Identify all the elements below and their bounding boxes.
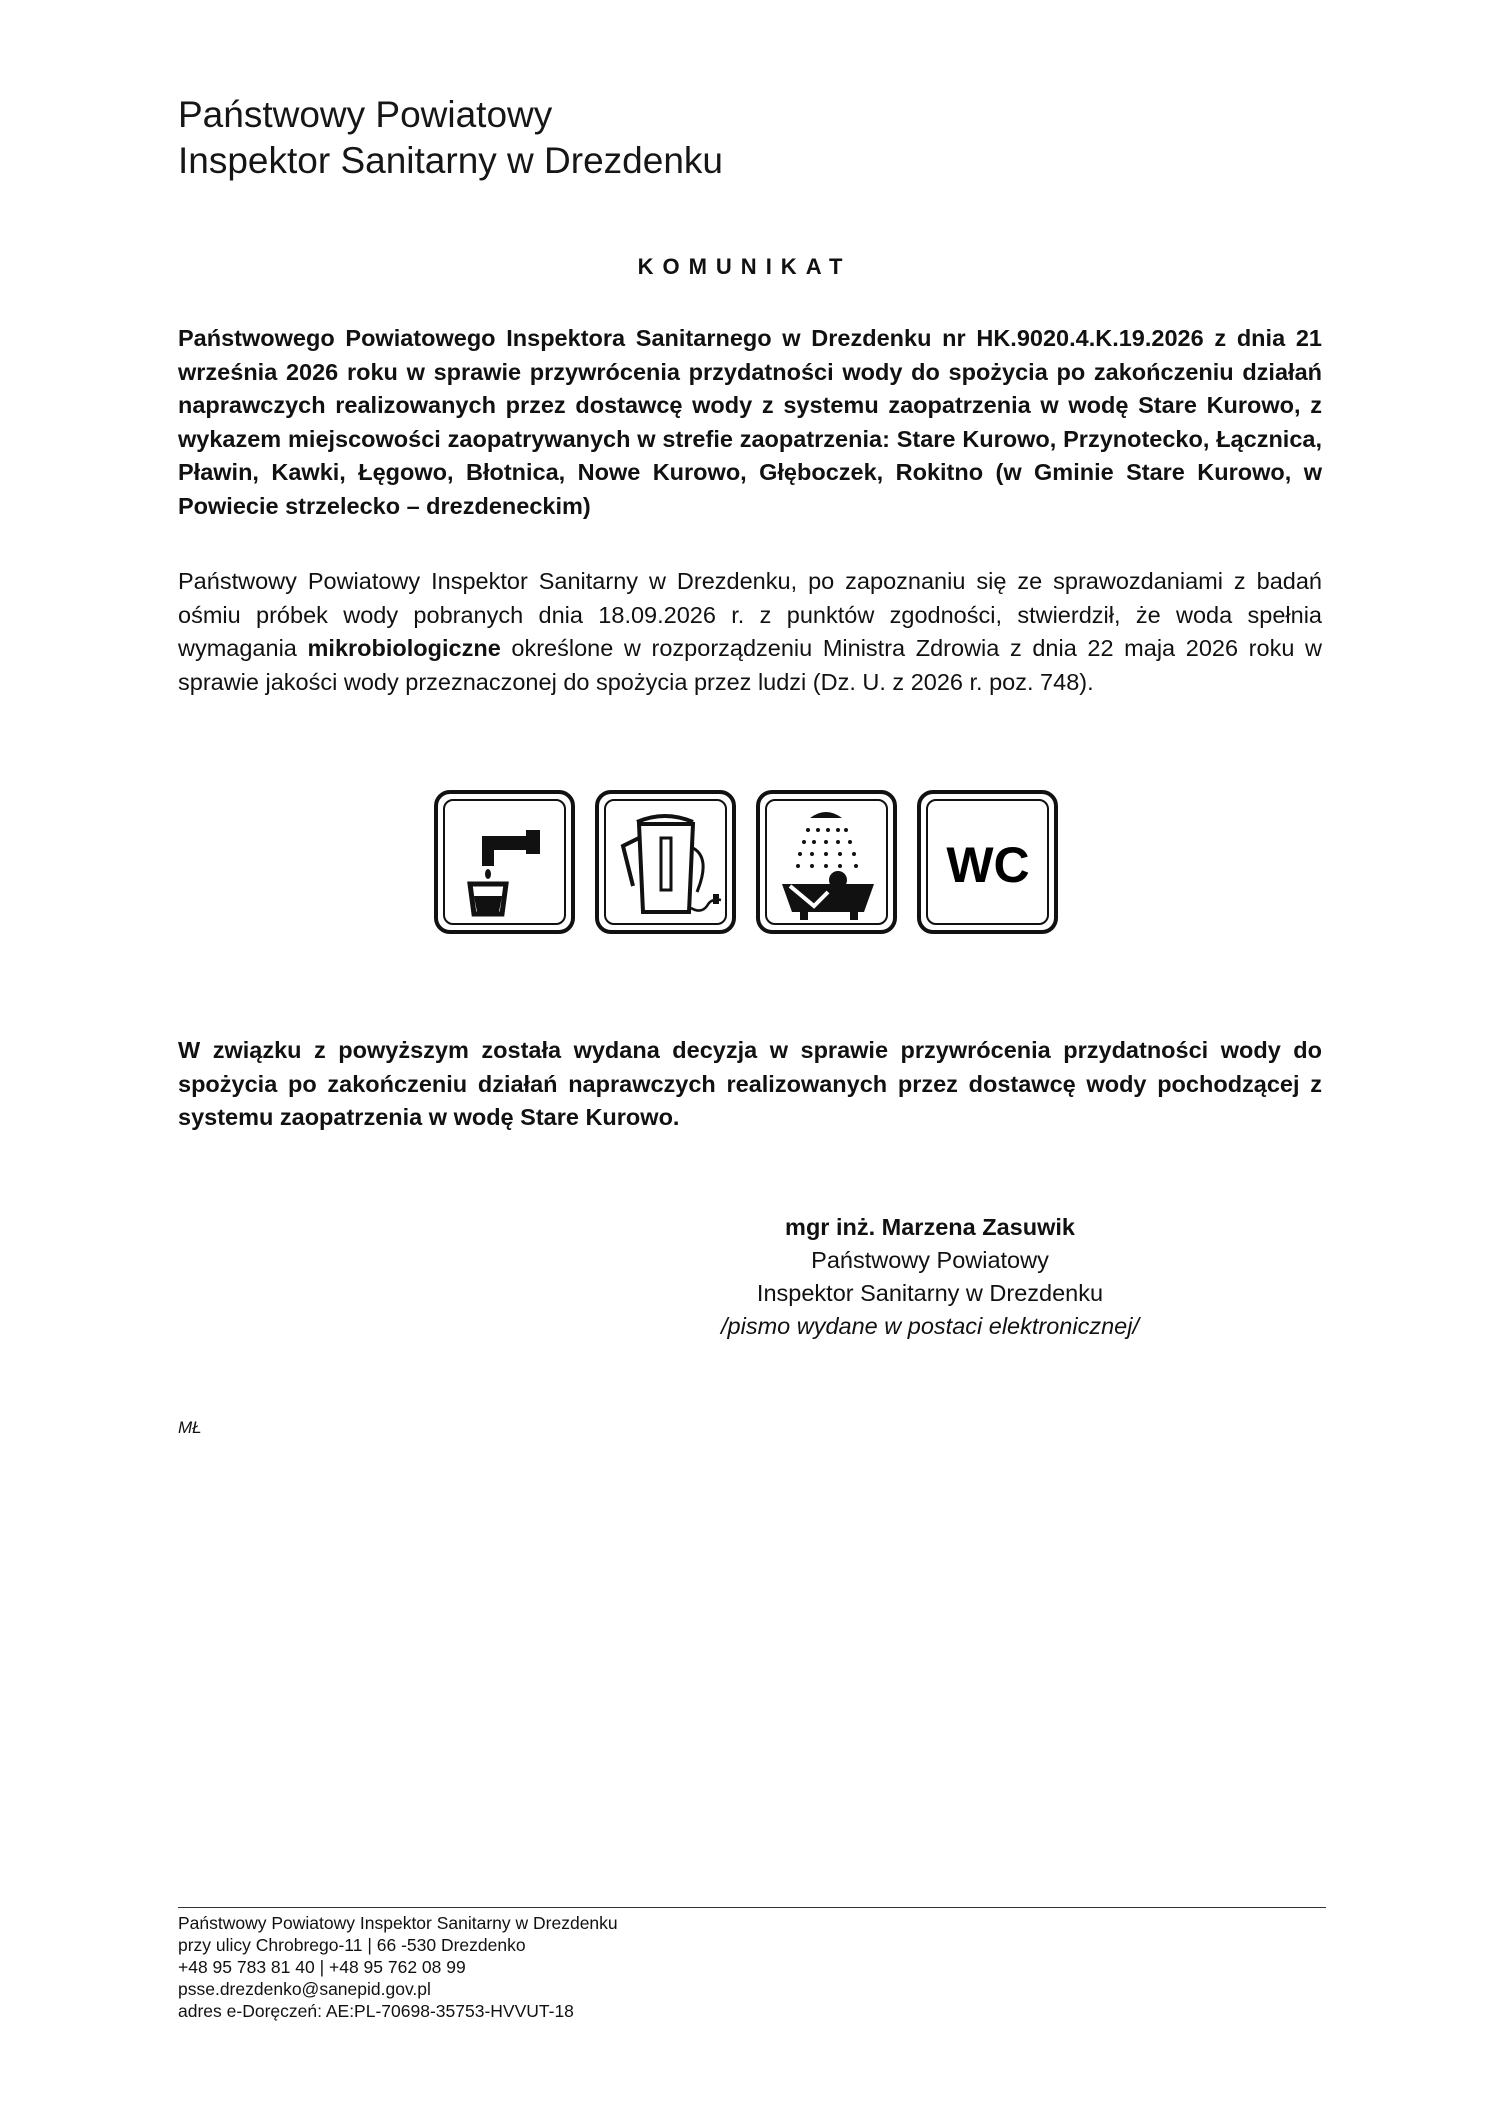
wc-label: WC <box>946 837 1030 893</box>
author-initials: MŁ <box>178 1418 202 1437</box>
footer-phones: +48 95 783 81 40 | +48 95 762 08 99 <box>178 1957 466 1977</box>
kettle-icon <box>597 792 734 932</box>
wc-icon <box>919 792 1056 932</box>
body-text-part-2: określone w rozporządzeniu Ministra Zdrowia z dnia 22 maja 2026 roku w sprawie jakości wody przeznaczonej do spożycia przez ludzi (Dz. U. z 2026 r. poz. 748). <box>178 635 1322 695</box>
issuer-line-2: Inspektor Sanitarny w Drezdenku <box>178 140 723 181</box>
document-title: KOMUNIKAT <box>637 254 852 279</box>
body-text-part-1: Państwowy Powiatowy Inspektor Sanitarny w Drezdenku, po zapoznaniu się ze sprawozdaniami z badań ośmiu próbek wody pobranych dnia 18.09.2026 r. z punktów zgodności, stwierdził, że woda spełnia wymagania <box>178 568 1322 661</box>
footer-edelivery: adres e-Doręczeń: AE:PL-70698-35753-HVVUT-18 <box>178 2001 574 2021</box>
water-use-icons <box>434 790 1064 940</box>
body-text-bold: mikrobiologiczne <box>307 635 501 661</box>
footer-email: psse.drezdenko@sanepid.gov.pl <box>178 1979 431 1999</box>
footer-office: Państwowy Powiatowy Inspektor Sanitarny w Drezdenku <box>178 1913 618 1933</box>
footer-divider <box>178 1907 1326 1908</box>
conclusion-paragraph: W związku z powyższym została wydana decyzja w sprawie przywrócenia przydatności wody do spożycia po zakończeniu działań naprawczych realizowanych przez dostawcę wody pochodzącej z systemu zaopatrzenia w wodę Stare Kurowo. <box>178 1037 1322 1130</box>
tap-drinking-icon <box>436 792 573 932</box>
signatory-name: mgr inż. Marzena Zasuwik <box>785 1214 1075 1240</box>
signatory-title-1: Państwowy Powiatowy <box>811 1247 1049 1273</box>
subject-paragraph: Państwowego Powiatowego Inspektora Sanitarnego w Drezdenku nr HK.9020.4.K.19.2026 z dnia 21 września 2026 roku w sprawie przywrócenia przydatności wody do spożycia po zakończeniu działań naprawczych realizowanych przez dostawcę wody z systemu zaopatrzenia w wodę Stare Kurowo, z wykazem miejscowości zaopatrywanych w strefie zaopatrzenia: Stare Kurowo, Przynotecko, Łącznica, Pławin, Kawki, Łęgowo, Błotnica, Nowe Kurowo, Głęboczek, Rokitno (w Gminie Stare Kurowo, w Powiecie strzelecko – drezdeneckim) <box>178 325 1322 519</box>
signatory-title-2: Inspektor Sanitarny w Drezdenku <box>756 1280 1104 1306</box>
electronic-note: /pismo wydane w postaci elektronicznej/ <box>721 1313 1139 1339</box>
signature-block <box>610 1211 1250 1343</box>
footer-address: przy ulicy Chrobrego-11 | 66 -530 Drezdenko <box>178 1935 526 1955</box>
issuer-line-1: Państwowy Powiatowy <box>178 94 553 135</box>
footer <box>178 1912 1178 2022</box>
issuer-header <box>178 92 1078 184</box>
shower-bath-icon <box>758 792 895 932</box>
body-paragraph <box>178 565 1322 699</box>
